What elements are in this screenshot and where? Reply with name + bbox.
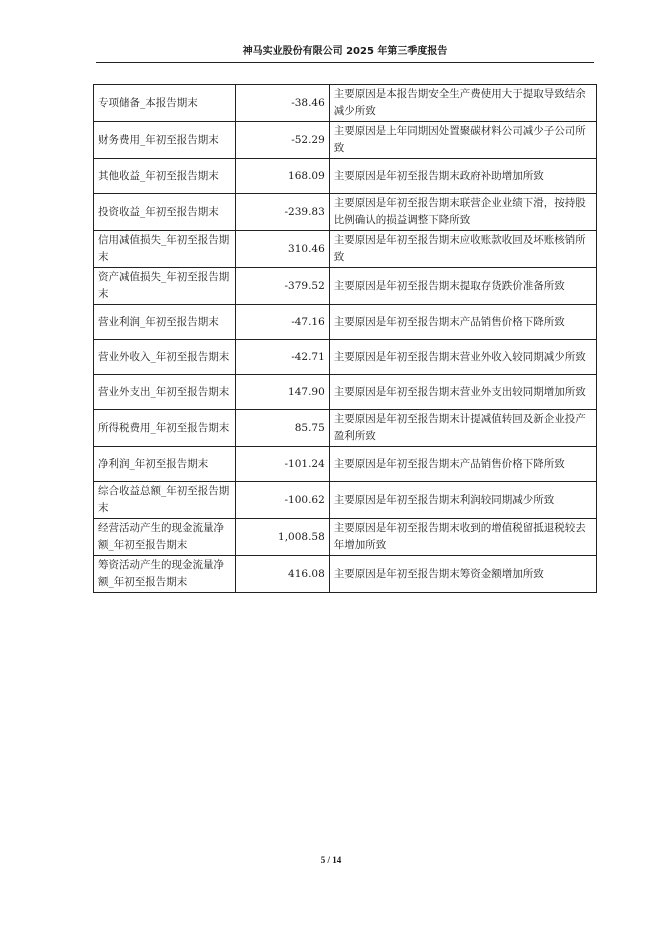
change-ratio-cell: 168.09 — [235, 159, 329, 194]
item-name-cell: 经营活动产生的现金流量净额_年初至报告期末 — [94, 519, 236, 556]
item-name-cell: 营业利润_年初至报告期末 — [94, 305, 236, 340]
change-ratio-cell: -239.83 — [235, 194, 329, 231]
table-body — [94, 85, 597, 593]
table-row — [94, 305, 597, 340]
header-divider — [96, 62, 594, 63]
change-reason-cell: 主要原因是年初至报告期末收到的增值税留抵退税较去年增加所致 — [329, 519, 596, 556]
change-ratio-cell: -42.71 — [235, 340, 329, 375]
change-ratio-cell: 85.75 — [235, 410, 329, 447]
table-row — [94, 159, 597, 194]
table-row — [94, 85, 597, 122]
table-row — [94, 122, 597, 159]
change-ratio-cell: -379.52 — [235, 268, 329, 305]
table-row — [94, 447, 597, 482]
change-reason-cell: 主要原因是年初至报告期末计提减值转回及新企业投产盈利所致 — [329, 410, 596, 447]
item-name-cell: 筹资活动产生的现金流量净额_年初至报告期末 — [94, 556, 236, 593]
table-row — [94, 519, 597, 556]
item-name-cell: 专项储备_本报告期末 — [94, 85, 236, 122]
change-ratio-cell: -47.16 — [235, 305, 329, 340]
table-row — [94, 482, 597, 519]
item-name-cell: 营业外收入_年初至报告期末 — [94, 340, 236, 375]
change-reason-cell: 主要原因是年初至报告期末利润较同期减少所致 — [329, 482, 596, 519]
change-reason-cell: 主要原因是年初至报告期末联营企业业绩下滑，按持股比例确认的损益调整下降所致 — [329, 194, 596, 231]
change-reason-cell: 主要原因是年初至报告期末营业外收入较同期减少所致 — [329, 340, 596, 375]
change-ratio-cell: -52.29 — [235, 122, 329, 159]
item-name-cell: 净利润_年初至报告期末 — [94, 447, 236, 482]
change-ratio-cell: -100.62 — [235, 482, 329, 519]
page-header-title: 神马实业股份有限公司 2025 年第三季度报告 — [242, 46, 448, 57]
change-ratio-cell: 1,008.58 — [235, 519, 329, 556]
change-reason-cell: 主要原因是上年同期因处置聚碳材料公司减少子公司所致 — [329, 122, 596, 159]
change-reason-cell: 主要原因是年初至报告期末产品销售价格下降所致 — [329, 447, 596, 482]
table-row — [94, 231, 597, 268]
change-reason-cell: 主要原因是年初至报告期末政府补助增加所致 — [329, 159, 596, 194]
change-reason-cell: 主要原因是年初至报告期末筹资金额增加所致 — [329, 556, 596, 593]
item-name-cell: 综合收益总额_年初至报告期末 — [94, 482, 236, 519]
table-row — [94, 410, 597, 447]
table-row — [94, 340, 597, 375]
change-reason-cell: 主要原因是本报告期安全生产费使用大于提取导致结余减少所致 — [329, 85, 596, 122]
page-number: 5 / 14 — [320, 855, 342, 865]
change-ratio-cell: -101.24 — [235, 447, 329, 482]
change-ratio-cell: -38.46 — [235, 85, 329, 122]
item-name-cell: 资产减值损失_年初至报告期末 — [94, 268, 236, 305]
change-reason-cell: 主要原因是年初至报告期末应收账款收回及坏账核销所致 — [329, 231, 596, 268]
item-name-cell: 信用减值损失_年初至报告期末 — [94, 231, 236, 268]
item-name-cell: 财务费用_年初至报告期末 — [94, 122, 236, 159]
item-name-cell: 其他收益_年初至报告期末 — [94, 159, 236, 194]
change-ratio-cell: 147.90 — [235, 375, 329, 410]
change-ratio-cell: 416.08 — [235, 556, 329, 593]
table-row — [94, 556, 597, 593]
table-row — [94, 194, 597, 231]
item-name-cell: 所得税费用_年初至报告期末 — [94, 410, 236, 447]
item-name-cell: 投资收益_年初至报告期末 — [94, 194, 236, 231]
table-row — [94, 268, 597, 305]
change-reason-cell: 主要原因是年初至报告期末营业外支出较同期增加所致 — [329, 375, 596, 410]
change-reason-cell: 主要原因是年初至报告期末产品销售价格下降所致 — [329, 305, 596, 340]
change-ratio-cell: 310.46 — [235, 231, 329, 268]
table-row — [94, 375, 597, 410]
change-reason-cell: 主要原因是年初至报告期末提取存货跌价准备所致 — [329, 268, 596, 305]
change-reasons-table — [93, 84, 597, 593]
item-name-cell: 营业外支出_年初至报告期末 — [94, 375, 236, 410]
